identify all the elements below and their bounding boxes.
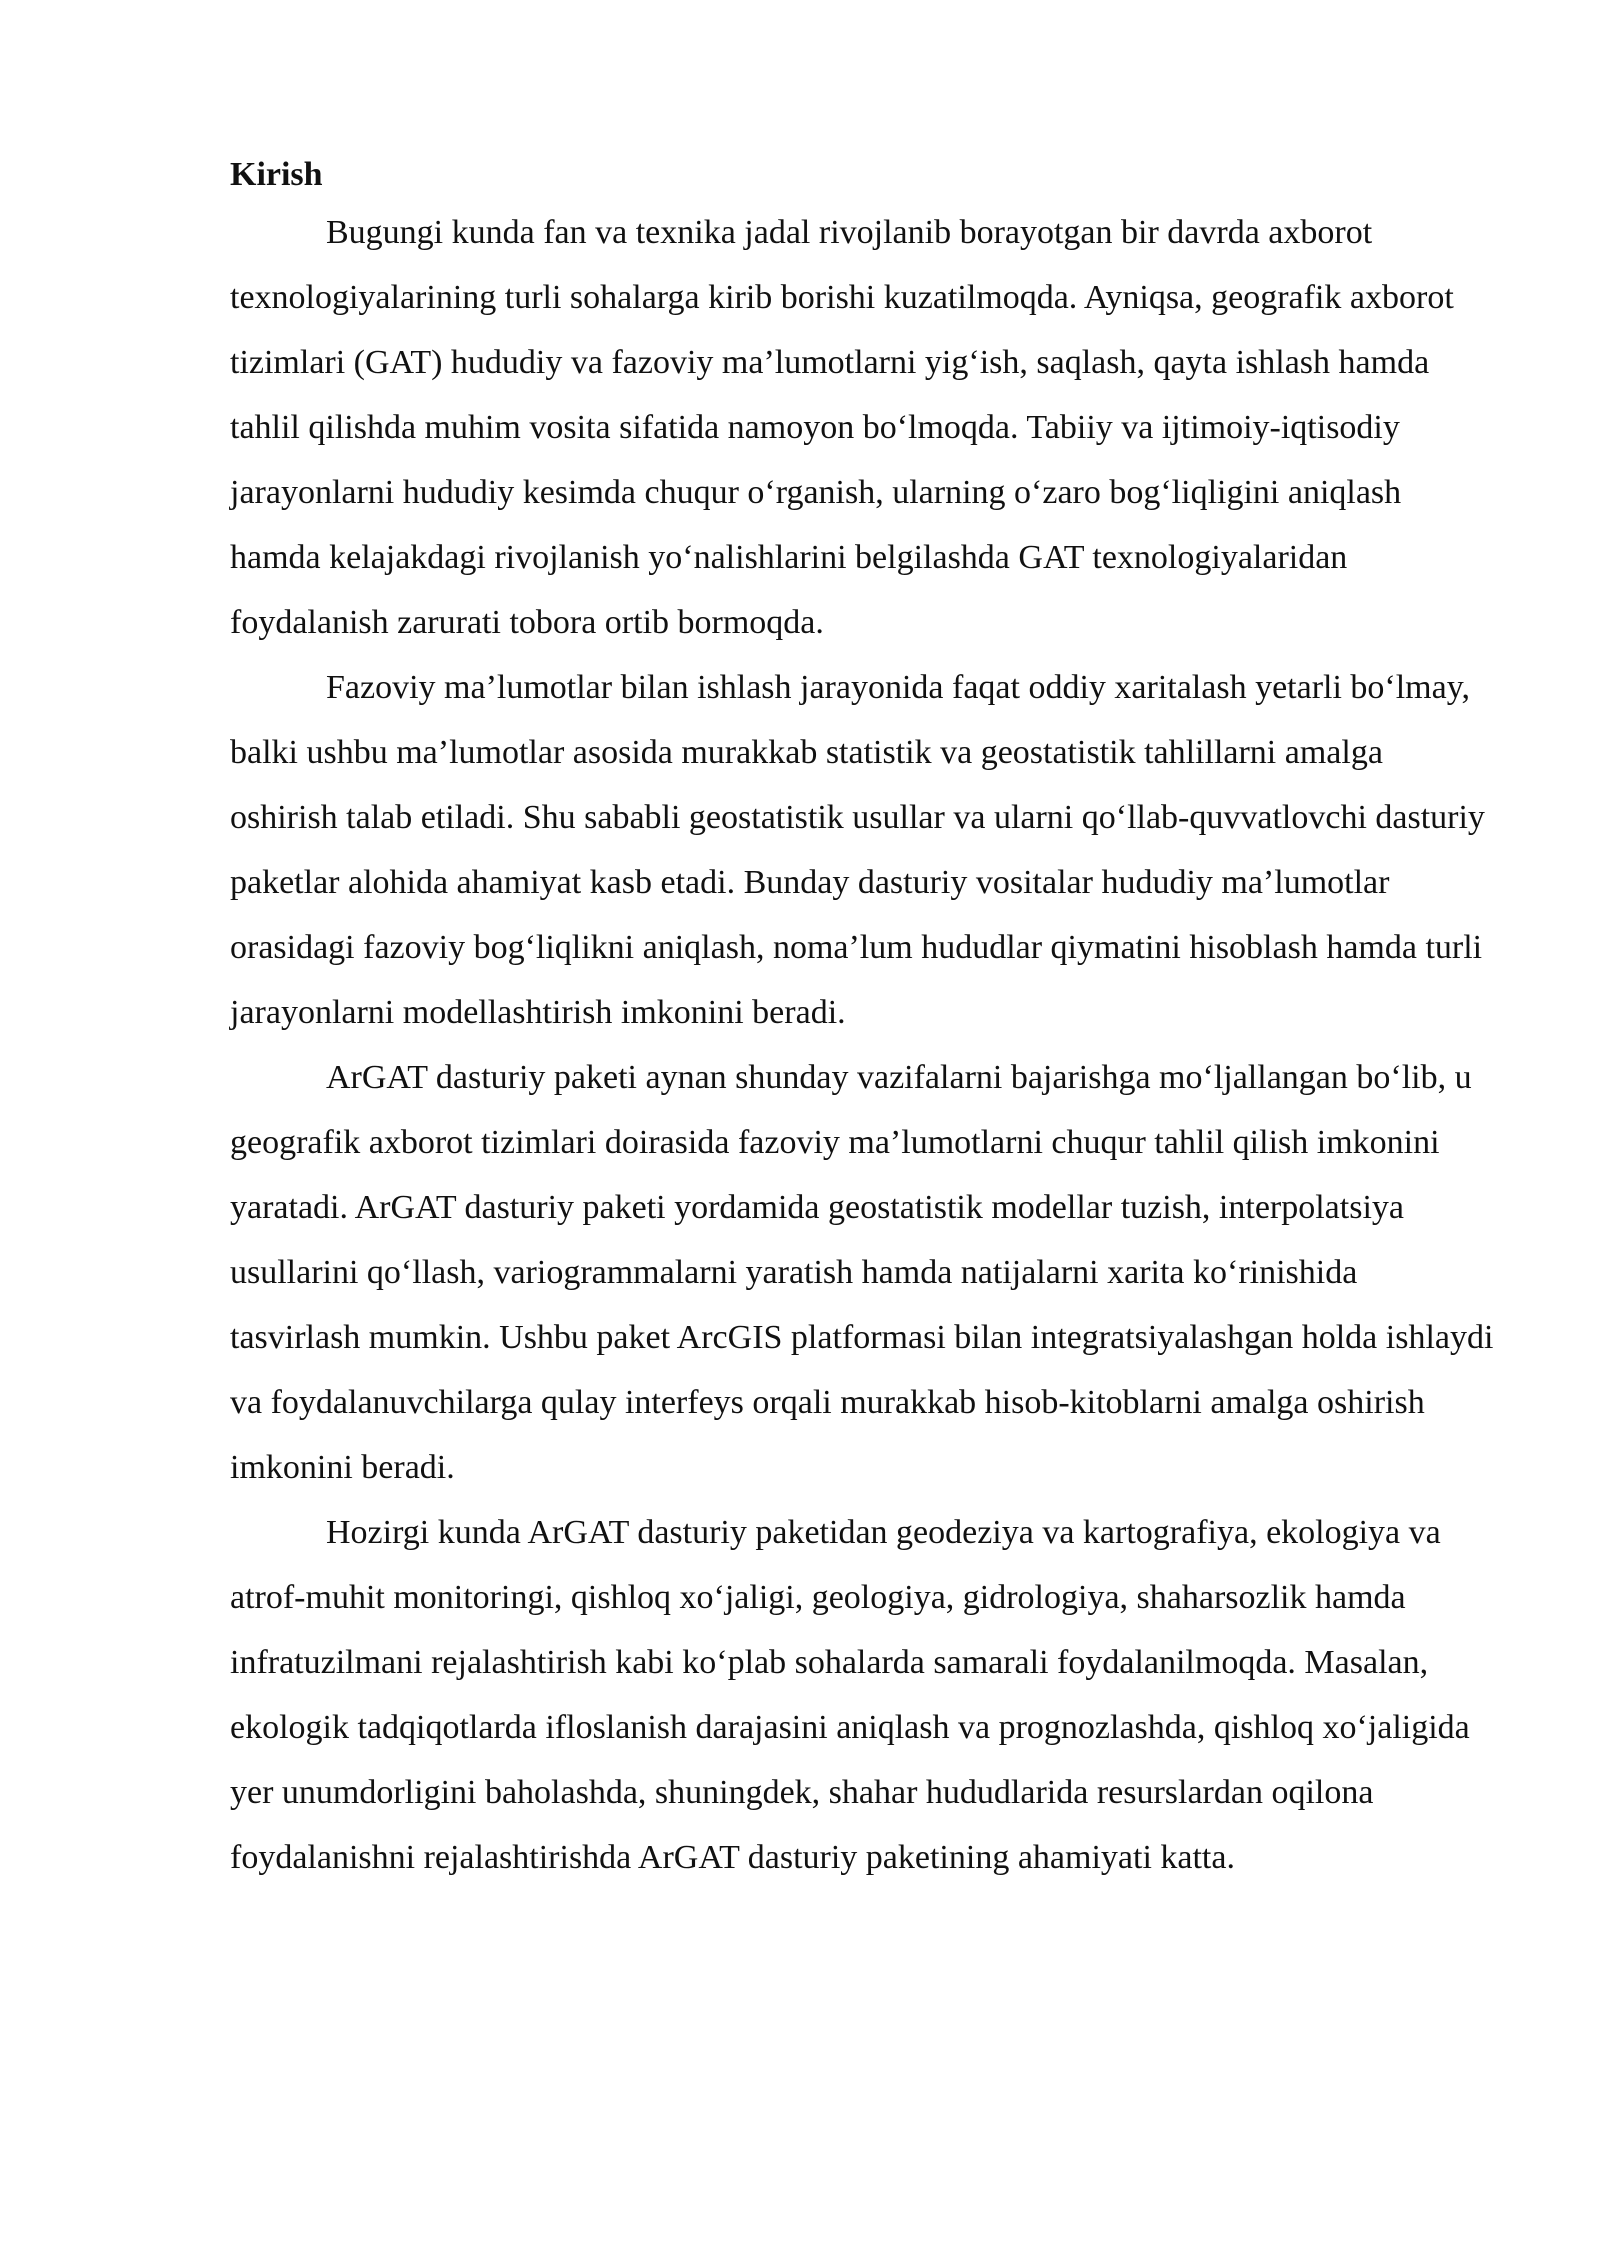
paragraph-4: Hozirgi kunda ArGAT dasturiy paketidan geodeziya va kartografiya, ekologiya va atrof-muhit monitoringi, qishloq xo‘jaligi, geologiya, gidrologiya, shaharsozlik hamda infratuzilmani rejalashtirish kabi ko‘plab sohalarda samarali foydalanilmoqda. Masalan, ekologik tadqiqotlarda ifloslanish darajasini aniqlash va prognozlashda, qishloq xo‘jaligida yer unumdorligini baholashda, shuningdek, shahar hududlarida resurslardan oqilona foydalanishni rejalashtirishda ArGAT dasturiy paketining ahamiyati katta. <box>230 1514 1470 1876</box>
paragraph-2: Fazoviy ma’lumotlar bilan ishlash jarayonida faqat oddiy xaritalash yetarli bo‘lmay, balki ushbu ma’lumotlar asosida murakkab statistik va geostatistik tahlillarni amalga oshirish talab etiladi. Shu sababli geostatistik usullar va ularni qo‘llab-quvvatlovchi dasturiy paketlar alohida ahamiyat kasb etadi. Bunday dasturiy vositalar hududiy ma’lumotlar orasidagi fazoviy bog‘liqlikni aniqlash, noma’lum hududlar qiymatini hisoblash hamda turli jarayonlarni modellashtirish imkonini beradi. <box>230 669 1485 1031</box>
paragraph-1: Bugungi kunda fan va texnika jadal rivojlanib borayotgan bir davrda axborot texnologiyalarining turli sohalarga kirib borishi kuzatilmoqda. Ayniqsa, geografik axborot tizimlari (GAT) hududiy va fazoviy ma’lumotlarni yig‘ish, saqlash, qayta ishlash hamda tahlil qilishda muhim vosita sifatida namoyon bo‘lmoqda. Tabiiy va ijtimoiy-iqtisodiy jarayonlarni hududiy kesimda chuqur o‘rganish, ularning o‘zaro bog‘liqligini aniqlash hamda kelajakdagi rivojlanish yo‘nalishlarini belgilashda GAT texnologiyalaridan foydalanish zarurati tobora ortib bormoqda. <box>230 214 1454 641</box>
paragraph-3: ArGAT dasturiy paketi aynan shunday vazifalarni bajarishga mo‘ljallangan bo‘lib, u geografik axborot tizimlari doirasida fazoviy ma’lumotlarni chuqur tahlil qilish imkonini yaratadi. ArGAT dasturiy paketi yordamida geostatistik modellar tuzish, interpolatsiya usullarini qo‘llash, variogrammalarni yaratish hamda natijalarni xarita ko‘rinishida tasvirlash mumkin. Ushbu paket ArcGIS platformasi bilan integratsiyalashgan holda ishlaydi va foydalanuvchilarga qulay interfeys orqali murakkab hisob-kitoblarni amalga oshirish imkonini beradi. <box>230 1059 1494 1486</box>
document-page <box>230 150 1495 1890</box>
section-heading: Kirish <box>230 156 323 193</box>
